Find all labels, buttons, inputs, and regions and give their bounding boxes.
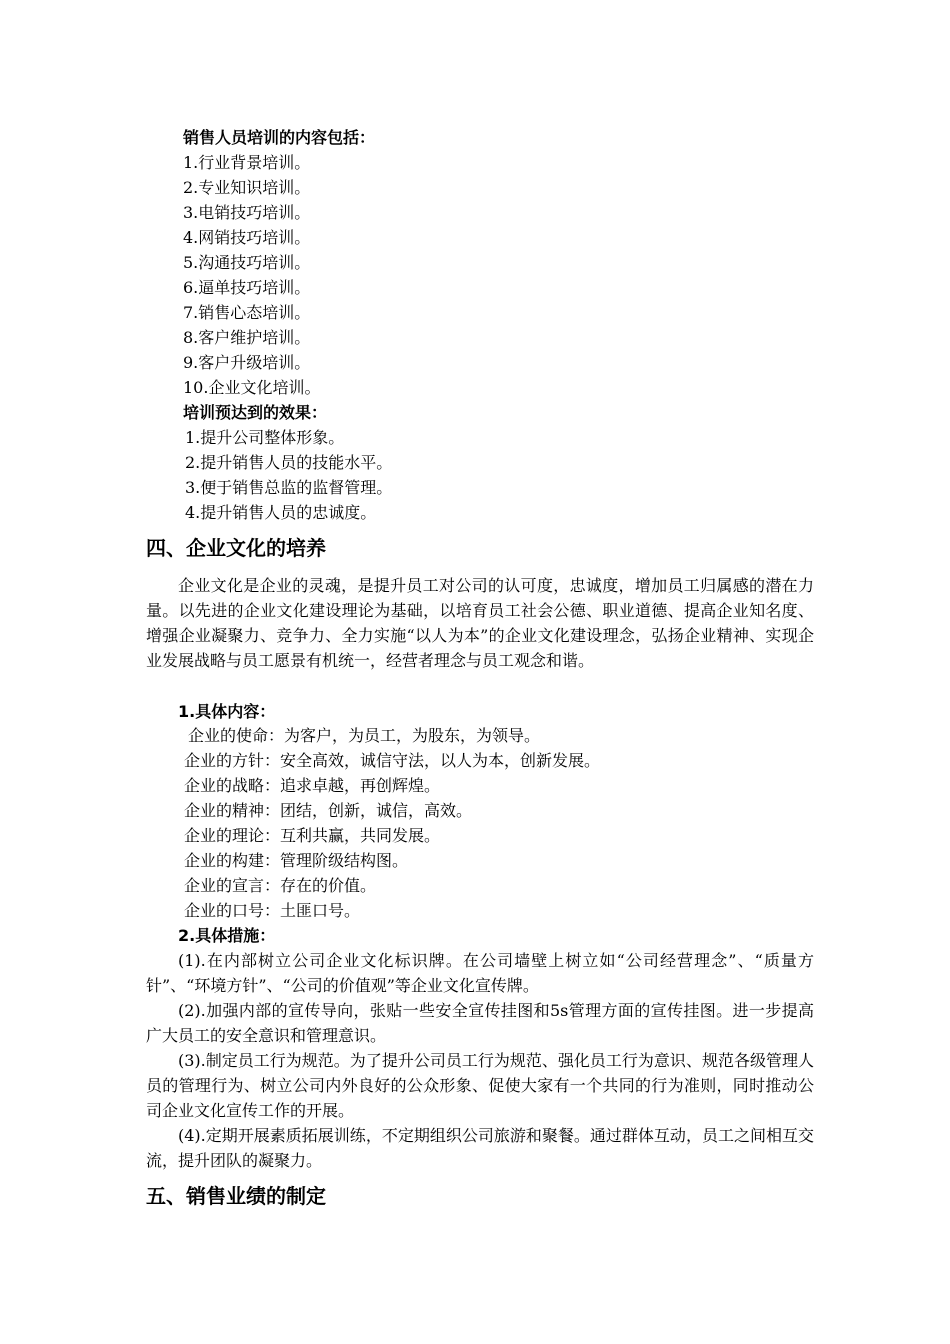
effects-heading: 培训预达到的效果： [183,403,328,422]
section5-title: 五、销售业绩的制定 [146,1184,326,1208]
effects-item: 4.提升销售人员的忠诚度。 [185,503,377,522]
content-item: 企业的宣言：存在的价值。 [184,876,377,895]
content-item: 企业的方针：安全高效，诚信守法，以人为本，创新发展。 [184,751,601,770]
effects-item: 2.提升销售人员的技能水平。 [185,453,393,472]
training-item: 4.网销技巧培训。 [183,228,311,247]
measure-paragraph: (4).定期开展素质拓展训练，不定期组织公司旅游和聚餐。通过群体互动，员工之间相互交流，提升团队的凝聚力。 [146,1126,814,1170]
training-item: 8.客户维护培训。 [183,328,311,347]
section4-intro: 企业文化是企业的灵魂，是提升员工对公司的认可度，忠诚度，增加员工归属感的潜在力量。以先进的企业文化建设理论为基础，以培育员工社会公德、职业道德、提高企业知名度、增强企业凝聚力、竞争力、全力实施“以人为本”的企业文化建设理念，弘扬企业精神、实现企业发展战略与员工愿景有机统一，经营者理念与员工观念和谐。 [146,576,814,670]
section4-title: 四、企业文化的培养 [146,536,326,560]
training-item: 6.逼单技巧培训。 [183,278,311,297]
content-item: 企业的战略：追求卓越，再创辉煌。 [184,776,441,795]
effects-item: 1.提升公司整体形象。 [185,428,345,447]
content-item: 企业的使命：为客户，为员工，为股东，为领导。 [188,726,541,745]
effects-item: 3.便于销售总监的监督管理。 [185,478,393,497]
training-item: 5.沟通技巧培训。 [183,253,311,272]
content-item: 企业的精神：团结，创新，诚信，高效。 [184,801,473,820]
training-item: 9.客户升级培训。 [183,353,311,372]
training-heading: 销售人员培训的内容包括： [183,128,376,147]
measure-paragraph: (1).在内部树立公司企业文化标识牌。在公司墙壁上树立如“公司经营理念”、“质量方针”、“环境方针”、“公司的价值观”等企业文化宣传牌。 [146,951,814,995]
measure-paragraph: (3).制定员工行为规范。为了提升公司员工行为规范、强化员工行为意识、规范各级管理人员的管理行为、树立公司内外良好的公众形象、促使大家有一个共同的行为准则，同时推动公司企业文化宣传工作的开展。 [146,1051,814,1120]
training-item: 10.企业文化培训。 [183,378,321,397]
measures-heading: 2.具体措施： [178,926,276,945]
training-item: 2.专业知识培训。 [183,178,311,197]
content-item: 企业的口号：土匪口号。 [184,901,361,920]
training-item: 1.行业背景培训。 [183,153,311,172]
measure-paragraph: (2).加强内部的宣传导向，张贴一些安全宣传挂图和5s管理方面的宣传挂图。进一步提高广大员工的安全意识和管理意识。 [146,1001,814,1045]
training-item: 7.销售心态培训。 [183,303,311,322]
content-heading: 1.具体内容： [178,702,276,721]
training-item: 3.电销技巧培训。 [183,203,311,222]
content-item: 企业的构建：管理阶级结构图。 [184,851,409,870]
content-item: 企业的理论：互利共赢，共同发展。 [184,826,441,845]
